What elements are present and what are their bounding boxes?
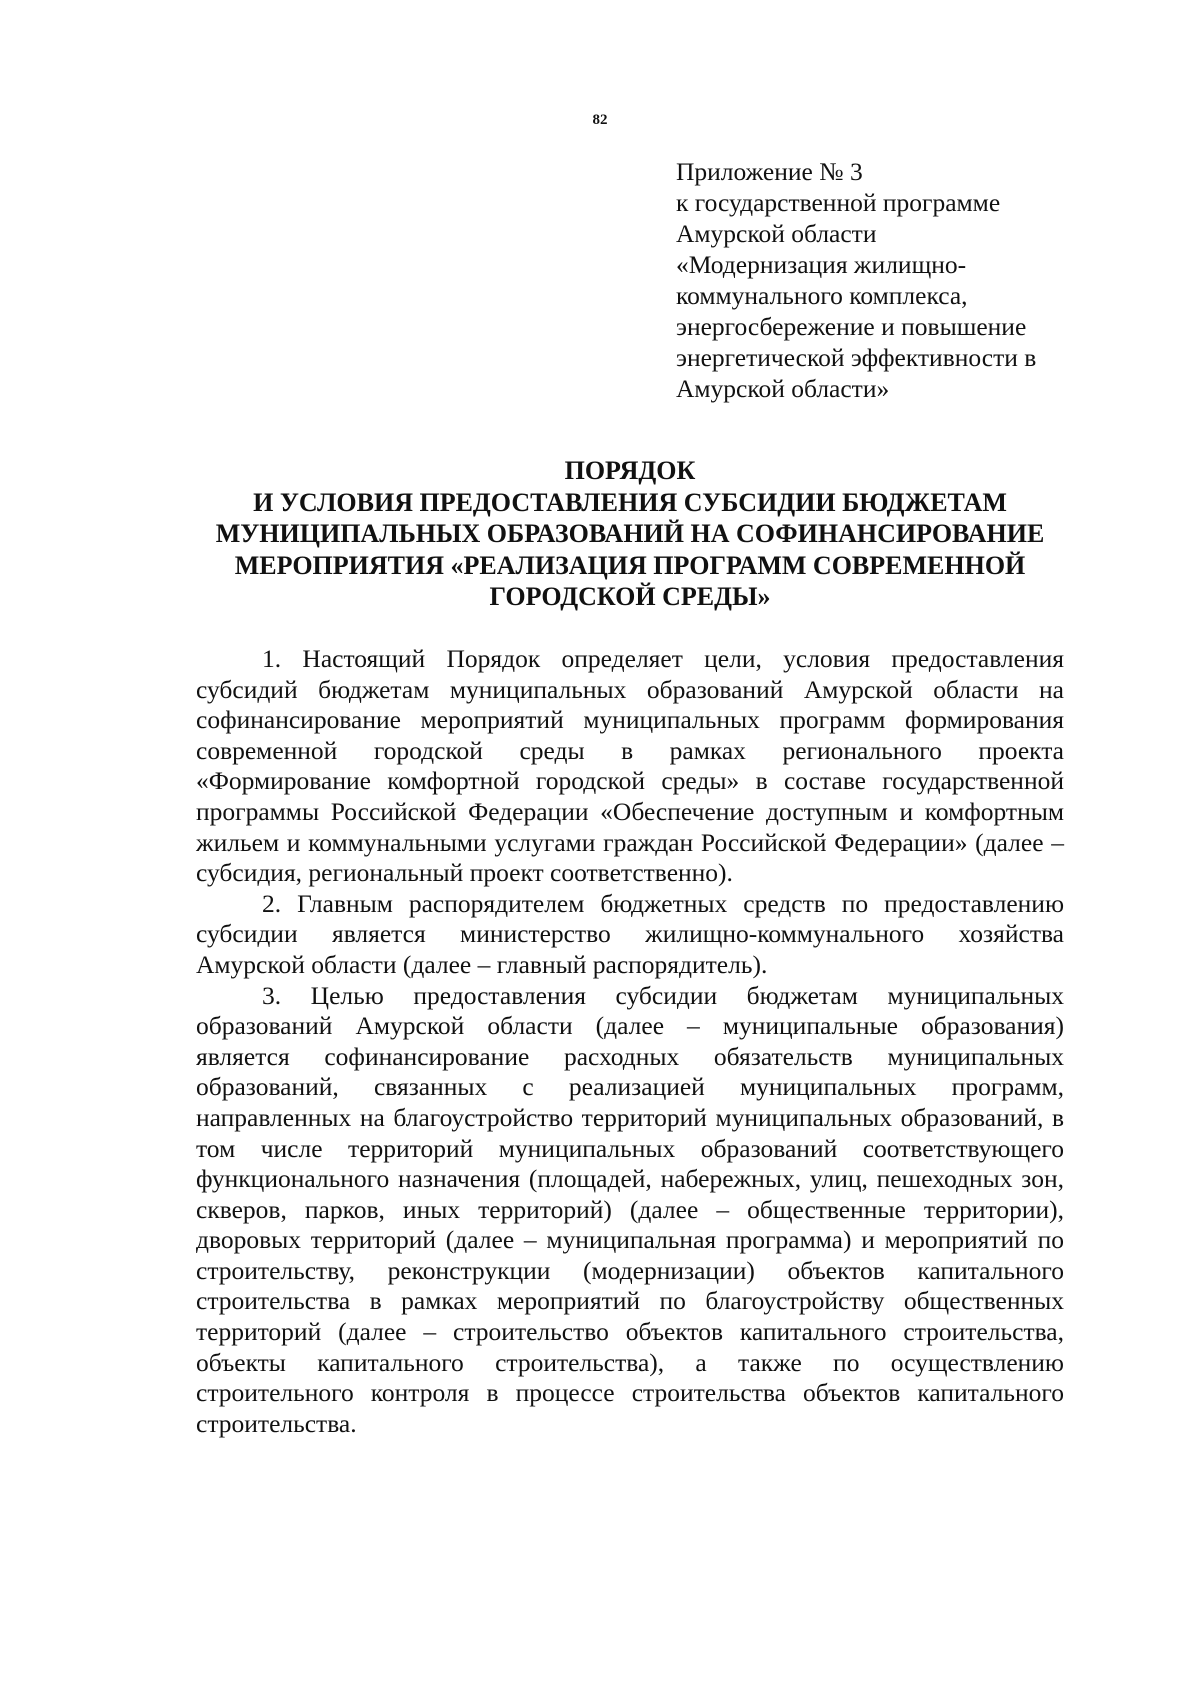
paragraph-2: 2. Главным распорядителем бюджетных средств по предоставлению субсидии является министерство жилищно-коммунального хозяйства Амурской области (далее – главный распорядитель).: [196, 888, 1064, 979]
title-line: ГОРОДСКОЙ СРЕДЫ»: [489, 582, 771, 611]
appendix-line: коммунального комплекса,: [676, 281, 968, 310]
title-line: МЕРОПРИЯТИЯ «РЕАЛИЗАЦИЯ ПРОГРАММ СОВРЕМЕННОЙ: [234, 550, 1026, 580]
appendix-line: Амурской области»: [676, 374, 890, 403]
paragraph-1: 1. Настоящий Порядок определяет цели, условия предоставления субсидий бюджетам муниципальных образований Амурской области на софинансирование мероприятий муниципальных программ формирования современной городской среды в рамках регионального проекта «Формирование комфортной городской среды» в составе государственной программы Российской Федерации «Обеспечение доступным и комфортным жильем и коммунальными услугами граждан Российской Федерации» (далее – субсидия, региональный проект соответственно).: [196, 644, 1064, 888]
title-line: И УСЛОВИЯ ПРЕДОСТАВЛЕНИЯ СУБСИДИИ БЮДЖЕТАМ: [253, 487, 1007, 517]
document-title: [160, 455, 1100, 613]
title-line: МУНИЦИПАЛЬНЫХ ОБРАЗОВАНИЙ НА СОФИНАНСИРОВАНИЕ: [215, 519, 1045, 548]
appendix-note: [676, 156, 1116, 404]
page-number: 82: [592, 112, 608, 128]
appendix-line: «Модернизация жилищно-: [676, 250, 967, 279]
appendix-line: энергетической эффективности в: [676, 343, 1037, 372]
appendix-line: Приложение № 3: [676, 157, 863, 186]
appendix-line: Амурской области: [676, 219, 877, 248]
appendix-line: энергосбережение и повышение: [676, 312, 1027, 341]
appendix-line: к государственной программе: [676, 188, 1001, 217]
paragraph-3: 3. Целью предоставления субсидии бюджетам муниципальных образований Амурской области (далее – муниципальные образования) является софинансирование расходных обязательств муниципальных образований, связанных с реализацией муниципальных программ, направленных на благоустройство территорий муниципальных образований, в том числе территорий муниципальных образований соответствующего функционального назначения (площадей, набережных, улиц, пешеходных зон, скверов, парков, иных территорий) (далее – общественные территории), дворовых территорий (далее – муниципальная программа) и мероприятий по строительству, реконструкции (модернизации) объектов капитального строительства в рамках мероприятий по благоустройству общественных территорий (далее – строительство объектов капитального строительства, объекты капитального строительства), а также по осуществлению строительного контроля в процессе строительства объектов капитального строительства.: [196, 980, 1064, 1438]
document-body: [196, 644, 1064, 1439]
title-line: ПОРЯДОК: [564, 456, 696, 485]
